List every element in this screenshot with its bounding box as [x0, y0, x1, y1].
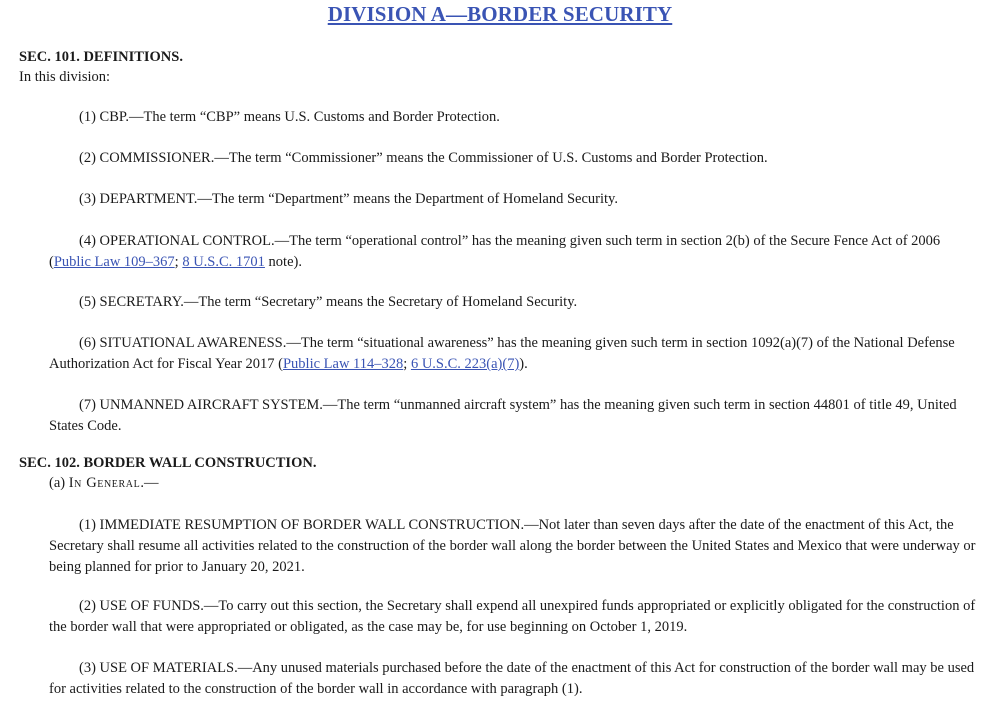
section-101-intro: In this division:	[19, 69, 111, 85]
paragraph-use-of-materials: (3) USE OF MATERIALS.—Any unused materials purchased before the date of the enactment of this Act for construction of the border wall may be used for activities related to the construction of the border wall in accordance with paragraph (1).	[49, 660, 975, 697]
definition-cbp: (1) CBP.—The term “CBP” means U.S. Customs and Border Protection.	[79, 109, 500, 125]
definition-text: (4) OPERATIONAL CONTROL.—The term “operational control” has the meaning given such term in section 2(b) of the Secure Fence Act of 2006 (	[49, 233, 941, 270]
public-law-109-367-link[interactable]: Public Law 109–367	[53, 254, 175, 270]
section-101-heading: SEC. 101. DEFINITIONS.	[19, 49, 183, 65]
definition-secretary: (5) SECRETARY.—The term “Secretary” means the Secretary of Homeland Security.	[79, 294, 578, 310]
public-law-114-328-link[interactable]: Public Law 114–328	[282, 356, 404, 372]
citation-separator: ;	[174, 254, 183, 270]
definition-department: (3) DEPARTMENT.—The term “Department” means the Department of Homeland Security.	[79, 191, 618, 207]
definition-situational-awareness	[49, 333, 979, 375]
usc-8-1701-link[interactable]: 8 U.S.C. 1701	[182, 254, 265, 270]
paragraph-use-of-funds: (2) USE OF FUNDS.—To carry out this section, the Secretary shall expend all unexpired funds appropriated or explicitly obligated for the construction of the border wall that were appropriated or obligated, as the case may be, for use beginning on October 1, 2019.	[49, 598, 976, 635]
definition-commissioner: (2) COMMISSIONER.—The term “Commissioner” means the Commissioner of U.S. Customs and Border Protection.	[79, 150, 768, 166]
division-title: DIVISION A—BORDER SECURITY	[327, 2, 673, 26]
citation-end: note).	[264, 254, 302, 270]
subsection-a-heading	[49, 475, 158, 492]
citation-separator: ;	[403, 356, 411, 372]
section-102-heading: SEC. 102. BORDER WALL CONSTRUCTION.	[19, 455, 317, 471]
paragraph-immediate-resumption: (1) IMMEDIATE RESUMPTION OF BORDER WALL CONSTRUCTION.—Not later than seven days after the date of the enactment of this Act, the Secretary shall resume all activities related to the construction of the border wall along the border between the United States and Mexico that were underway or being planned for prior to January 20, 2021.	[49, 517, 976, 575]
subsection-a-suffix: .—	[140, 475, 159, 491]
subsection-a-title: In General	[68, 475, 141, 491]
definition-operational-control	[49, 231, 979, 273]
citation-end: ).	[519, 356, 528, 372]
definition-text: (6) SITUATIONAL AWARENESS.—The term “situational awareness” has the meaning given such term in section 1092(a)(7) of the National Defense Authorization Act for Fiscal Year 2017 (	[49, 335, 955, 372]
usc-6-223-link[interactable]: 6 U.S.C. 223(a)(7)	[410, 356, 520, 372]
subsection-a-prefix: (a)	[49, 475, 69, 491]
definition-unmanned-aircraft-system: (7) UNMANNED AIRCRAFT SYSTEM.—The term “unmanned aircraft system” has the meaning given such term in section 44801 of title 49, United States Code.	[49, 397, 957, 434]
